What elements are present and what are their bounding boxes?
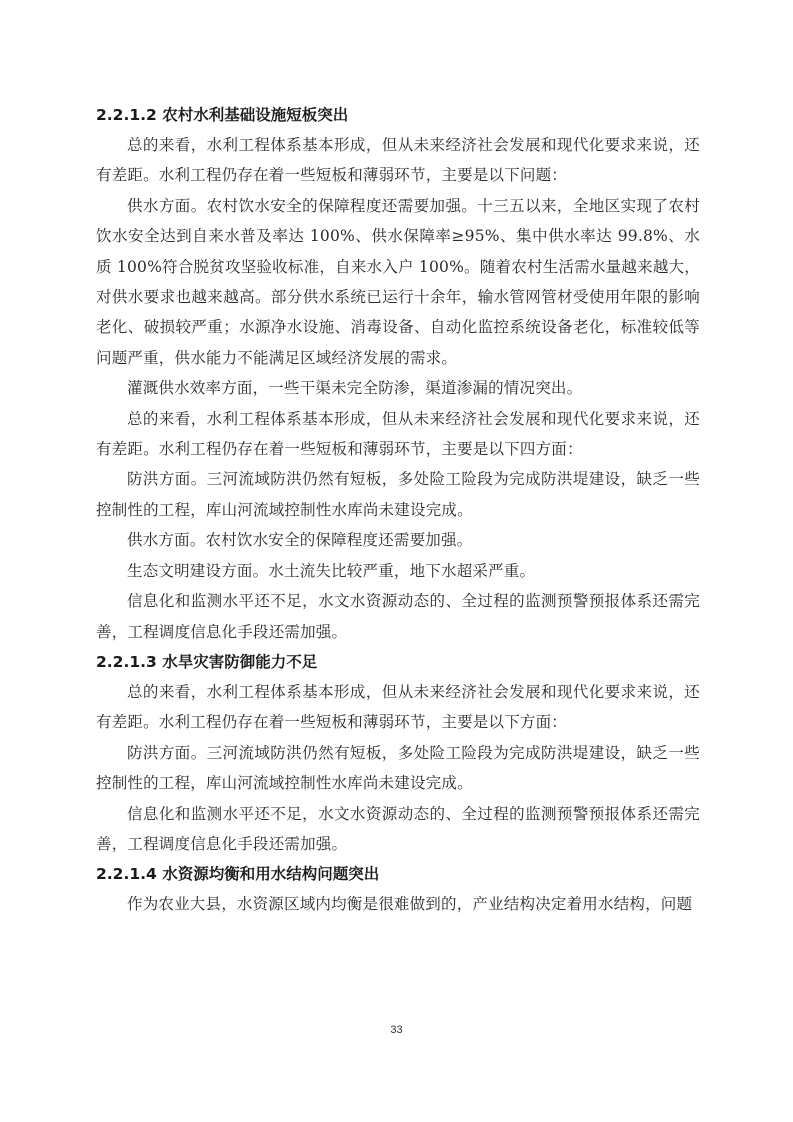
paragraph: 供水方面。农村饮水安全的保障程度还需要加强。 bbox=[127, 531, 473, 550]
paragraph: 防洪方面。三河流域防洪仍然有短板，多处险工险段为完成防洪堤建设，缺乏一些控制性的工程，库山河流域控制性水库尚未建设完成。 bbox=[96, 743, 700, 793]
paragraph: 供水方面。农村饮水安全的保障程度还需要加强。十三五以来，全地区实现了农村饮水安全达到自来水普及率达 100%、供水保障率≥95%、集中供水率达 99.8%、水质 100%符合脱贫攻坚验收标准，自来水入户 100%。随着农村生活需水量越来越大，对供水要求也越来越高。部分供水系统已运行十余年，输水管网管材受使用年限的影响老化、破损较严重；水源净水设施、消毒设备、自动化监控系统设备老化，标准较低等问题严重，供水能力不能满足区域经济发展的需求。 bbox=[96, 196, 700, 367]
paragraph: 灌溉供水效率方面，一些干渠未完全防渗，渠道渗漏的情况突出。 bbox=[127, 379, 583, 398]
paragraph: 作为农业大县，水资源区域内均衡是很难做到的，产业结构决定着用水结构，问题 bbox=[127, 895, 693, 914]
paragraph: 防洪方面。三河流域防洪仍然有短板，多处险工险段为完成防洪堤建设，缺乏一些控制性的工程，库山河流域控制性水库尚未建设完成。 bbox=[96, 470, 700, 519]
section-heading-2-2-1-4: 2.2.1.4 水资源均衡和用水结构问题突出 bbox=[96, 865, 380, 884]
document-body bbox=[96, 100, 700, 920]
page-number: 33 bbox=[390, 1024, 403, 1036]
section-heading-2-2-1-3: 2.2.1.3 水旱灾害防御能力不足 bbox=[96, 652, 318, 671]
paragraph: 总的来看，水利工程体系基本形成，但从未来经济社会发展和现代化要求来说，还有差距。水利工程仍存在着一些短板和薄弱环节，主要是以下四方面： bbox=[96, 409, 700, 459]
paragraph: 生态文明建设方面。水土流失比较严重，地下水超采严重。 bbox=[127, 561, 536, 580]
paragraph: 总的来看，水利工程体系基本形成，但从未来经济社会发展和现代化要求来说，还有差距。水利工程仍存在着一些短板和薄弱环节，主要是以下方面： bbox=[96, 682, 700, 732]
section-heading-2-2-1-2: 2.2.1.2 农村水利基础设施短板突出 bbox=[96, 106, 349, 124]
paragraph: 信息化和监测水平还不足，水文水资源动态的、全过程的监测预警预报体系还需完善，工程调度信息化手段还需加强。 bbox=[96, 592, 700, 641]
paragraph: 信息化和监测水平还不足，水文水资源动态的、全过程的监测预警预报体系还需完善，工程调度信息化手段还需加强。 bbox=[96, 804, 700, 853]
paragraph: 总的来看，水利工程体系基本形成，但从未来经济社会发展和现代化要求来说，还有差距。水利工程仍存在着一些短板和薄弱环节，主要是以下问题： bbox=[96, 136, 700, 185]
